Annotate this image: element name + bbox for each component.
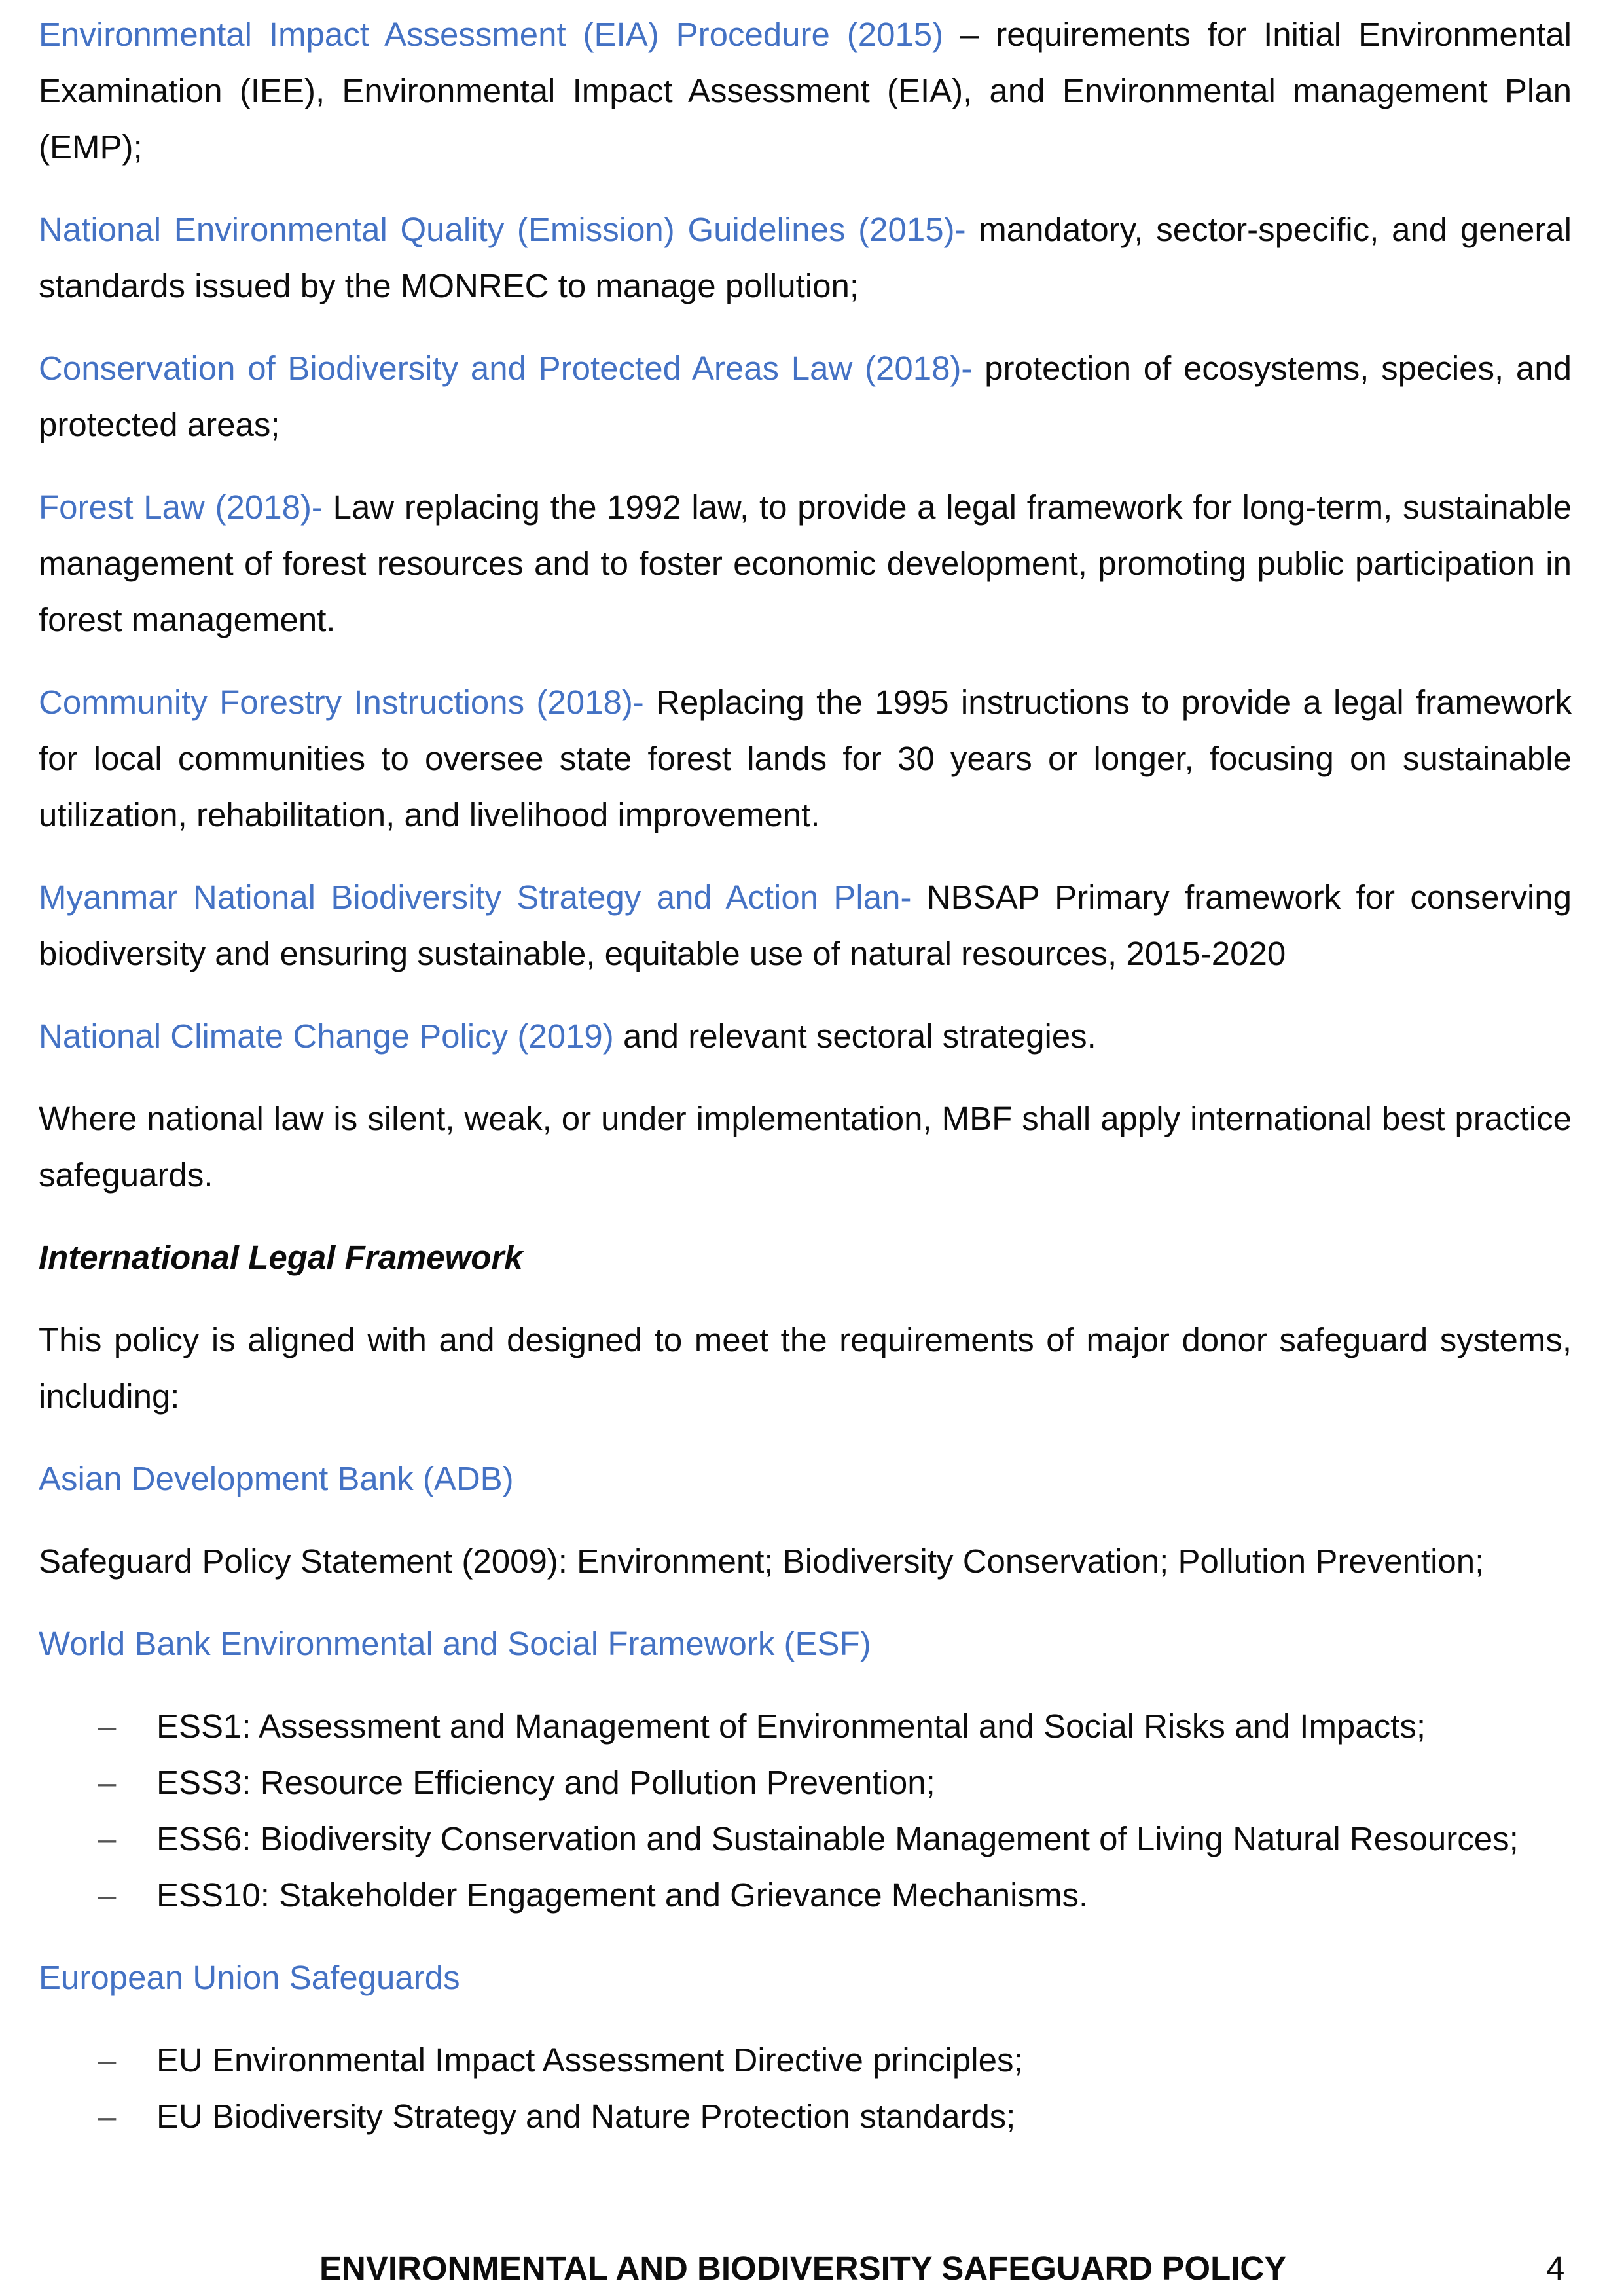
list-item-text: EU Biodiversity Strategy and Nature Protection standards; xyxy=(156,2098,1016,2135)
nbsap-reference: Myanmar National Biodiversity Strategy and Action Plan- xyxy=(39,879,912,916)
list-item-text: ESS10: Stakeholder Engagement and Grievance Mechanisms. xyxy=(156,1876,1089,1914)
forest-law-paragraph xyxy=(39,479,1572,648)
list-item-text: EU Environmental Impact Assessment Directive principles; xyxy=(156,2041,1023,2079)
list-item xyxy=(39,2088,1572,2145)
world-bank-heading: World Bank Environmental and Social Framework (ESF) xyxy=(39,1625,871,1662)
list-item-text: ESS1: Assessment and Management of Environmental and Social Risks and Impacts; xyxy=(156,1707,1426,1745)
climate-policy-paragraph xyxy=(39,1008,1572,1065)
climate-policy-description: and relevant sectoral strategies. xyxy=(613,1017,1096,1055)
neqg-reference: National Environmental Quality (Emission) Guidelines (2015)- xyxy=(39,211,966,248)
dash-bullet: – xyxy=(98,1820,117,1857)
climate-policy-reference: National Climate Change Policy (2019) xyxy=(39,1017,614,1055)
list-item xyxy=(39,1698,1572,1755)
eu-heading: European Union Safeguards xyxy=(39,1959,460,1996)
list-item-text: ESS3: Resource Efficiency and Pollution Prevention; xyxy=(156,1764,935,1801)
eia-paragraph xyxy=(39,7,1572,175)
world-bank-list xyxy=(39,1698,1572,1923)
list-item xyxy=(39,1867,1572,1923)
community-forestry-reference: Community Forestry Instructions (2018)- xyxy=(39,683,644,721)
document-page xyxy=(39,0,1572,2171)
silent-law-paragraph: Where national law is silent, weak, or under implementation, MBF shall apply international best practice safeguards. xyxy=(39,1100,1572,1194)
neqg-description: mandatory, sector-specific, and general standards issued by the MONREC to manage pollution; xyxy=(39,211,1572,304)
community-forestry-description: Replacing the 1995 instructions to provide a legal framework for local communities to oversee state forest lands for 30 years or longer, focusing on sustainable utilization, rehabilitation, and livelihood improvement. xyxy=(39,683,1572,833)
forest-law-reference: Forest Law (2018)- xyxy=(39,488,323,526)
list-item xyxy=(39,1755,1572,1811)
international-framework-heading: International Legal Framework xyxy=(39,1239,523,1276)
forest-law-description: Law replacing the 1992 law, to provide a legal framework for long-term, sustainable management of forest resources and to foster economic development, promoting public participation in forest management. xyxy=(39,488,1572,638)
adb-heading: Asian Development Bank (ADB) xyxy=(39,1460,514,1497)
list-item xyxy=(39,2032,1572,2088)
page-footer xyxy=(0,2242,1624,2295)
eu-list xyxy=(39,2032,1572,2145)
adb-statement: Safeguard Policy Statement (2009): Environment; Biodiversity Conservation; Pollution Prevention; xyxy=(39,1542,1485,1580)
eia-reference: Environmental Impact Assessment (EIA) Procedure (2015) xyxy=(39,16,944,53)
nbsap-description: NBSAP Primary framework for conserving biodiversity and ensuring sustainable, equitable use of natural resources, 2015-2020 xyxy=(39,879,1572,972)
cbpa-paragraph xyxy=(39,340,1572,453)
dash-bullet: – xyxy=(98,1764,117,1801)
community-forestry-paragraph xyxy=(39,674,1572,843)
dash-bullet: – xyxy=(98,1707,117,1745)
list-item xyxy=(39,1811,1572,1867)
footer-title: ENVIRONMENTAL AND BIODIVERSITY SAFEGUARD POLICY xyxy=(319,2250,1287,2287)
neqg-paragraph xyxy=(39,202,1572,314)
dash-bullet: – xyxy=(98,1876,117,1914)
page-number: 4 xyxy=(1546,2250,1565,2287)
nbsap-paragraph xyxy=(39,869,1572,982)
dash-bullet: – xyxy=(98,2098,117,2135)
cbpa-reference: Conservation of Biodiversity and Protected Areas Law (2018)- xyxy=(39,350,973,387)
alignment-paragraph: This policy is aligned with and designed to meet the requirements of major donor safeguard systems, including: xyxy=(39,1321,1572,1415)
list-item-text: ESS6: Biodiversity Conservation and Sustainable Management of Living Natural Resources; xyxy=(156,1820,1519,1857)
dash-bullet: – xyxy=(98,2041,117,2079)
eia-description: – requirements for Initial Environmental Examination (IEE), Environmental Impact Assessment (EIA), and Environmental management Plan (EMP); xyxy=(39,16,1572,166)
cbpa-description: protection of ecosystems, species, and protected areas; xyxy=(39,350,1572,443)
